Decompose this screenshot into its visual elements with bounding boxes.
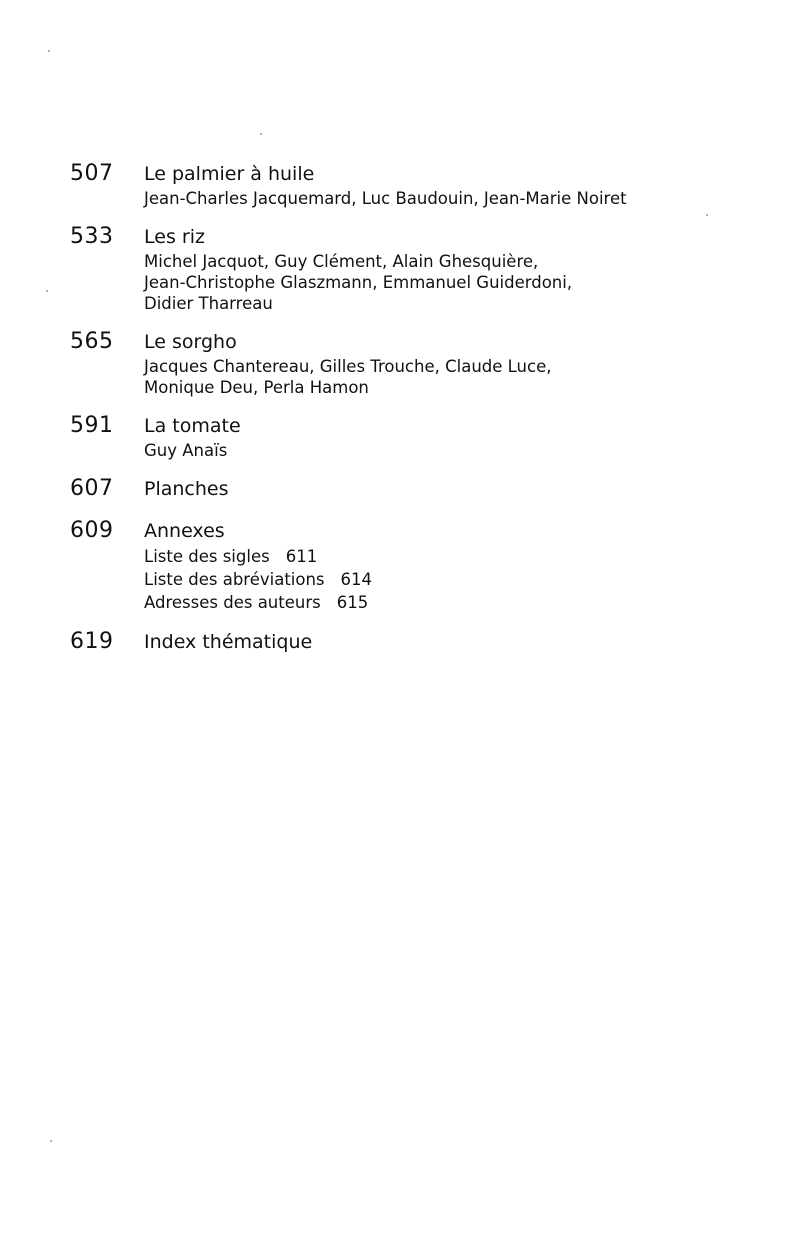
entry-title: Les riz (144, 226, 205, 248)
sub-entry (144, 545, 730, 568)
toc-entry-sorgho (70, 328, 730, 398)
toc-entry-annexes (70, 517, 730, 614)
sub-entry (144, 591, 730, 614)
sub-entry-page: 615 (336, 593, 369, 612)
toc-entry-palmier (70, 160, 730, 209)
sub-entry (144, 568, 730, 591)
entry-page-number: 607 (70, 476, 114, 501)
entry-authors: Jean-Christophe Glaszmann, Emmanuel Guiderdoni, (144, 273, 573, 292)
entry-body (144, 223, 730, 314)
entry-body (144, 475, 730, 503)
entry-authors: Didier Tharreau (144, 294, 273, 313)
toc-entry-tomate (70, 412, 730, 461)
entry-page-number: 609 (70, 518, 114, 543)
entry-body (144, 628, 730, 656)
sub-entry-page: 614 (340, 570, 373, 589)
sub-entry-label: Adresses des auteurs (144, 593, 321, 612)
scan-speck (260, 133, 262, 135)
entry-page-number: 533 (70, 224, 114, 249)
scan-speck (46, 290, 48, 292)
entry-title: Le sorgho (144, 331, 237, 353)
entry-body (144, 412, 730, 461)
sub-entry-label: Liste des sigles (144, 547, 270, 566)
sub-entry-label: Liste des abréviations (144, 570, 325, 589)
entry-title: Planches (144, 478, 229, 500)
entry-page-number: 507 (70, 161, 114, 186)
entry-authors: Monique Deu, Perla Hamon (144, 378, 369, 397)
entry-body (144, 328, 730, 398)
toc-entry-planches (70, 475, 730, 503)
entry-authors: Guy Anaïs (144, 441, 228, 460)
table-of-contents (70, 160, 730, 670)
scan-speck (706, 214, 708, 216)
entry-body (144, 160, 730, 209)
entry-authors: Jean-Charles Jacquemard, Luc Baudouin, Jean-Marie Noiret (144, 189, 627, 208)
entry-title: La tomate (144, 415, 241, 437)
entry-authors: Michel Jacquot, Guy Clément, Alain Ghesquière, (144, 252, 539, 271)
entry-authors: Jacques Chantereau, Gilles Trouche, Claude Luce, (144, 357, 552, 376)
entry-page-number: 619 (70, 629, 114, 654)
entry-page-number: 565 (70, 329, 114, 354)
entry-title: Annexes (144, 520, 225, 542)
entry-page-number: 591 (70, 413, 114, 438)
toc-entry-riz (70, 223, 730, 314)
annexes-sub-list (144, 545, 730, 614)
entry-title: Index thématique (144, 631, 313, 653)
entry-title: Le palmier à huile (144, 163, 315, 185)
toc-entry-index (70, 628, 730, 656)
scan-speck (50, 1140, 52, 1142)
entry-body (144, 517, 730, 614)
scan-speck (48, 50, 50, 52)
sub-entry-page: 611 (285, 547, 318, 566)
